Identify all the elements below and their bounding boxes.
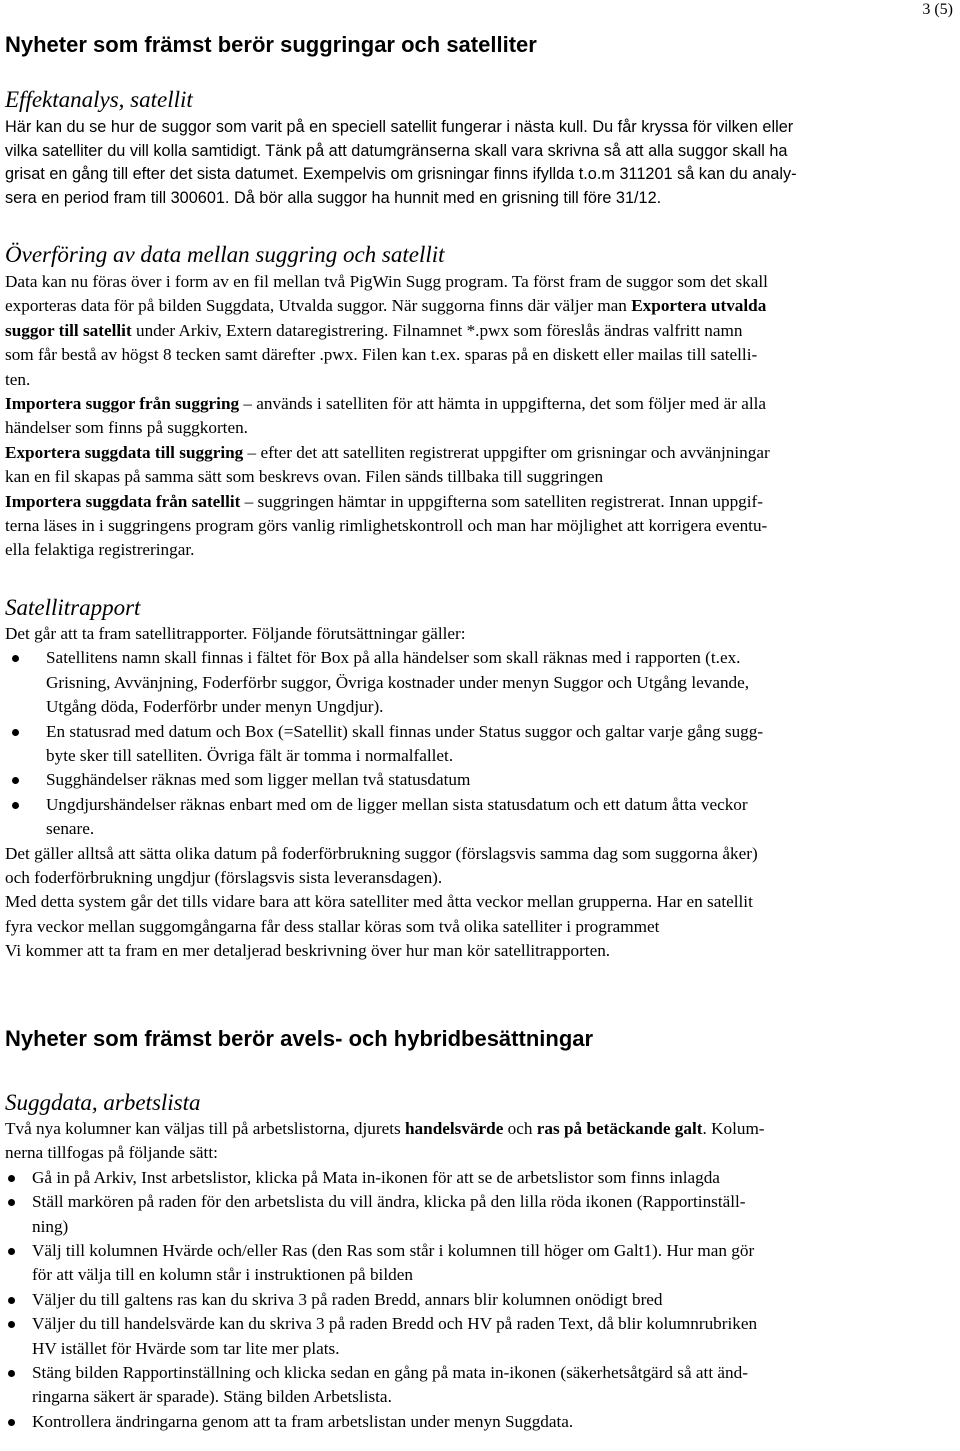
text-line: kan en fil skapas på samma sätt som beskrevs ovan. Filen sänds tillbaka till suggringen [5, 467, 604, 487]
text-line: Importera suggor från suggring – används i satelliten för att hämta in uppgifterna, det som följer med är alla [5, 394, 767, 414]
list-item: En statusrad med datum och Box (=Satellit) skall finnas under Status suggor och galtar varje gång sugg- byte sker till satelliten. Övriga fält är tomma i normalfallet. [5, 720, 957, 769]
bullet-icon [8, 1199, 15, 1206]
text-line: fyra veckor mellan suggomgångarna får dess stallar köras som två olika satelliter i programmet [5, 916, 660, 936]
text-line: och foderförbrukning ungdjur (förslagsvis sista leveransdagen). [5, 868, 443, 888]
text-line: Med detta system går det tills vidare bara att köra satelliter med åtta veckor mellan grupperna. Har en satellit [5, 892, 753, 912]
list-item: Väljer du till galtens ras kan du skriva 3 på raden Bredd, annars blir kolumnen onödigt bred [5, 1288, 957, 1312]
bullet-icon [8, 1175, 15, 1182]
requirements-list [5, 646, 957, 841]
menu-command: Importera suggor från suggring [5, 394, 240, 414]
section-title: Nyheter som främst berör suggringar och satelliter [5, 32, 537, 57]
bullet-icon [12, 802, 19, 809]
list-item: Gå in på Arkiv, Inst arbetslistor, klicka på Mata in-ikonen för att se de arbetslistor som finns inlagda [5, 1166, 957, 1190]
satellitrapport-paragraph [5, 622, 957, 964]
list-item: Kontrollera ändringarna genom att ta fram arbetslistan under menyn Suggdata. [5, 1410, 957, 1434]
text-line: suggor till satellit under Arkiv, Extern dataregistrering. Filnamnet *.pwx som föreslås ändras valfritt namn [5, 320, 743, 340]
text-line: ten. [5, 369, 31, 389]
text-line: Två nya kolumner kan väljas till på arbetslistorna, djurets handelsvärde och ras på betäckande galt. Kolum- [5, 1119, 765, 1138]
text-line: Data kan nu föras över i form av en fil mellan två PigWin Sugg program. Ta först fram de suggor som det skall [5, 272, 768, 291]
text-line: sera en period fram till 300601. Då bör alla suggor ha hunnit med en grisning till före 31/12. [5, 188, 662, 207]
list-item: Ställ markören på raden för den arbetslista du vill ändra, klicka på den lilla röda ikonen (Rapportinställ- ning) [5, 1190, 957, 1239]
text-line: Det går att ta fram satellitrapporter. Följande förutsättningar gäller: [5, 624, 466, 643]
overforing-paragraph [5, 270, 957, 563]
list-item: Välj till kolumnen Hvärde och/eller Ras (den Ras som står i kolumnen till höger om Galt1). Hur man gör för att välja till en kolumn står i instruktionen på bilden [5, 1239, 957, 1288]
steps-list [5, 1166, 957, 1434]
list-item: Ungdjurshändelser räknas enbart med om de ligger mellan sista statusdatum och ett datum åtta veckor senare. [5, 793, 957, 842]
text-line: Det gäller alltså att sätta olika datum på foderförbrukning suggor (förslagsvis samma dag som suggorna åker) [5, 843, 758, 863]
text-line: händelser som finns på suggkorten. [5, 418, 248, 438]
bullet-icon [12, 777, 19, 784]
effektanalys-paragraph [5, 116, 957, 210]
subsection-heading: Satellitrapport [5, 595, 141, 620]
list-item: Satellitens namn skall finnas i fältet för Box på alla händelser som skall räknas med i rapporten (t.ex. Grisning, Avvänjning, Foderförbr suggor, Övriga kostnader under menyn Suggor och Utgång levande, Utgång döda, Foderförbr under menyn Ungdjur). [5, 646, 957, 719]
text-line: grisat en gång till efter det sista datumet. Exempelvis om grisningar finns ifyllda t.o.m 311201 så kan du analy- [5, 165, 797, 184]
text-line: ella felaktiga registreringar. [5, 540, 195, 560]
menu-command: Exportera suggdata till suggring [5, 442, 244, 462]
text-line: som får bestå av högst 8 tecken samt därefter .pwx. Filen kan t.ex. sparas på en diskett eller mailas till satelli- [5, 345, 758, 365]
text-line: nerna tillfogas på följande sätt: [5, 1143, 218, 1163]
subsection-heading: Överföring av data mellan suggring och satellit [5, 242, 445, 267]
text-line: Exportera suggdata till suggring – efter det att satelliten registrerat uppgifter om grisningar och avvänjningar [5, 442, 770, 462]
list-item: Väljer du till handelsvärde kan du skriva 3 på raden Bredd och HV på raden Text, då blir kolumnrubriken HV istället för Hvärde som tar lite mer plats. [5, 1312, 957, 1361]
subsection-heading: Suggdata, arbetslista [5, 1090, 201, 1115]
menu-command: Importera suggdata från satellit [5, 491, 241, 511]
list-item: Stäng bilden Rapportinställning och klicka sedan en gång på mata in-ikonen (säkerhetsåtgärd så att änd- ringarna säkert är sparade). Stäng bilden Arbetslista. [5, 1361, 957, 1410]
bullet-icon [8, 1370, 15, 1377]
arbetslista-paragraph [5, 1117, 957, 1434]
text-line: vilka satelliter du vill kolla samtidigt. Tänk på att datumgränserna skall vara skrivna så att alla suggor skall ha [5, 141, 788, 160]
bullet-icon [12, 729, 19, 736]
text-line: exporteras data för på bilden Suggdata, Utvalda suggor. När suggorna finns där väljer man Exportera utvalda [5, 296, 767, 316]
bullet-icon [8, 1248, 15, 1255]
text-line: Här kan du se hur de suggor som varit på en speciell satellit fungerar i nästa kull. Du får kryssa för vilken eller [5, 118, 794, 136]
text-line: Importera suggdata från satellit – suggringen hämtar in uppgifterna som satelliten registrerat. Innan uppgif- [5, 491, 764, 511]
bullet-icon [12, 655, 19, 662]
section-title: Nyheter som främst berör avels- och hybridbesättningar [5, 1026, 594, 1051]
subsection-heading: Effektanalys, satellit [5, 87, 193, 112]
list-item: Sugghändelser räknas med som ligger mellan två statusdatum [5, 768, 957, 792]
menu-command: Exportera utvalda [631, 296, 767, 316]
bullet-icon [8, 1419, 15, 1426]
page-number: 3 (5) [922, 1, 953, 18]
text-line: terna läses in i suggringens program görs vanlig rimlighetskontroll och man har möjlighet att korrigera eventu- [5, 516, 768, 536]
bullet-icon [8, 1297, 15, 1304]
bullet-icon [8, 1321, 15, 1328]
menu-command: suggor till satellit [5, 320, 132, 340]
text-line: Vi kommer att ta fram en mer detaljerad beskrivning över hur man kör satellitrapporten. [5, 941, 611, 961]
